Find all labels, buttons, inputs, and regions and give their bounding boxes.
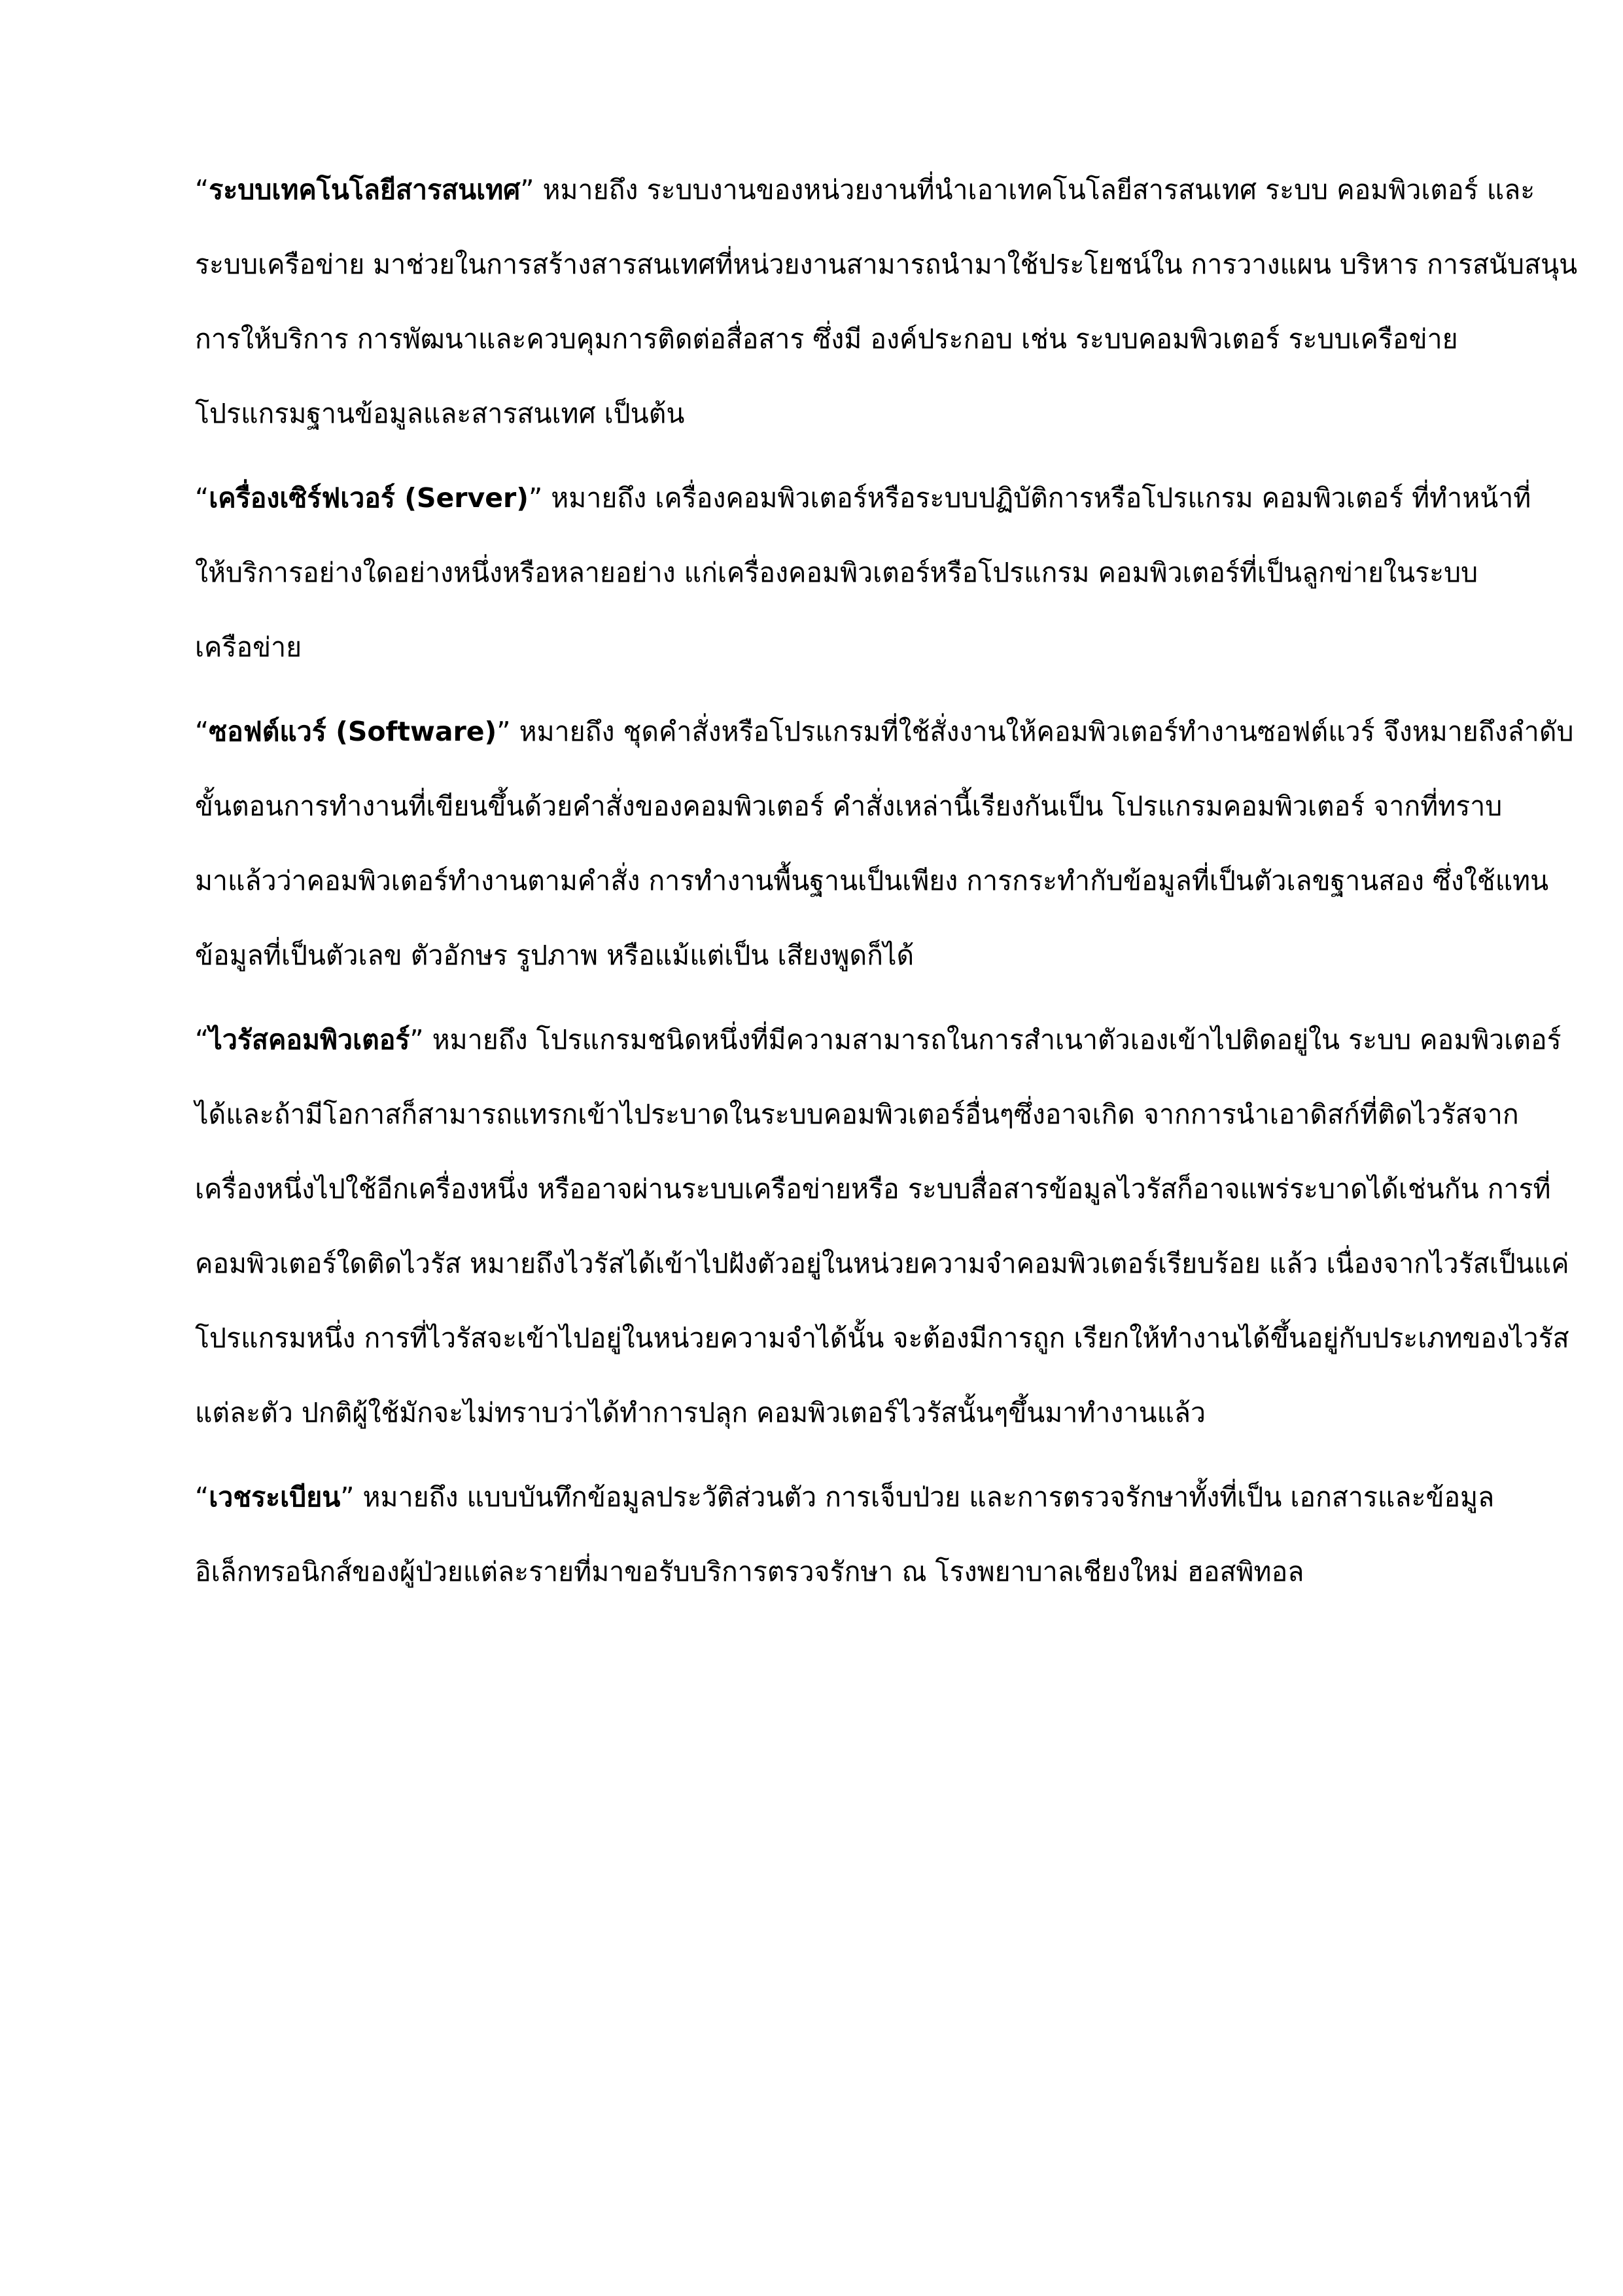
- definition-term: ไวรัสคอมพิวเตอร์: [209, 1024, 410, 1055]
- definition-line: การให้บริการ การพัฒนาและควบคุมการติดต่อสื่อสาร ซึ่งมี องค์ประกอบ เช่น ระบบคอมพิวเตอร์ ระบบเครือข่าย: [195, 323, 1458, 355]
- definition-line: เครื่องหนึ่งไปใช้อีกเครื่องหนึ่ง หรืออาจผ่านระบบเครือข่ายหรือ ระบบสื่อสารข้อมูลไวรัสก็อาจแพร่ระบาดได้เช่นกัน การที่: [195, 1173, 1551, 1205]
- definition-line: มาแล้วว่าคอมพิวเตอร์ทำงานตามคำสั่ง การทำงานพื้นฐานเป็นเพียง การกระทำกับข้อมูลที่เป็นตัวเลขฐานสอง ซึ่งใช้แทน: [195, 865, 1549, 896]
- definition-line: โปรแกรมหนึ่ง การที่ไวรัสจะเข้าไปอยู่ในหน่วยความจำได้นั้น จะต้องมีการถูก เรียกให้ทำงานได้ขึ้นอยู่กับประเภทของไวรัส: [195, 1322, 1569, 1354]
- definition-term: เวชระเบียน: [209, 1481, 341, 1513]
- definition-line: หมายถึง โปรแกรมชนิดหนึ่งที่มีความสามารถในการสำเนาตัวเองเข้าไปติดอยู่ใน ระบบ คอมพิวเตอร์: [432, 1024, 1562, 1055]
- definition-line: หมายถึง แบบบันทึกข้อมูลประวัติส่วนตัว การเจ็บป่วย และการตรวจรักษาทั้งที่เป็น เอกสารและข้อมูล: [362, 1481, 1495, 1513]
- definition-line: หมายถึง ระบบงานของหน่วยงานที่นำเอาเทคโนโลยีสารสนเทศ ระบบ คอมพิวเตอร์ และ: [542, 174, 1535, 205]
- definition-server: “เครื่องเซิร์ฟเวอร์ (Server)” หมายถึง เครื่องคอมพิวเตอร์หรือระบบปฏิบัติการหรือโปรแกรม คอมพิวเตอร์ ที่ทำหน้าที่ ให้บริการอย่างใดอย่างหนึ่งหรือหลายอย่าง แก่เครื่องคอมพิวเตอร์หรือโปรแกรม คอมพิวเตอร์ที่เป็นลูกข่ายในระบบ เครือข่าย: [195, 482, 1531, 663]
- definition-medical-record: “เวชระเบียน” หมายถึง แบบบันทึกข้อมูลประวัติส่วนตัว การเจ็บป่วย และการตรวจรักษาทั้งที่เป็น เอกสารและข้อมูล อิเล็กทรอนิกส์ของผู้ป่วยแต่ละรายที่มาขอรับบริการตรวจรักษา ณ โรงพยาบาลเชียงใหม่ ฮอสพิทอล: [195, 1481, 1495, 1587]
- definition-line: เครือข่าย: [195, 631, 302, 663]
- definition-it-system: “ระบบเทคโนโลยีสารสนเทศ” หมายถึง ระบบงานของหน่วยงานที่นำเอาเทคโนโลยีสารสนเทศ ระบบ คอมพิวเตอร์ และ ระบบเครือข่าย มาช่วยในการสร้างสารสนเทศที่หน่วยงานสามารถนำมาใช้ประโยชน์ใน การวางแผน บริหาร การสนับสนุน การให้บริการ การพัฒนาและควบคุมการติดต่อสื่อสาร ซึ่งมี องค์ประกอบ เช่น ระบบคอมพิวเตอร์ ระบบเครือข่าย โปรแกรมฐานข้อมูลและสารสนเทศ เป็นต้น: [195, 174, 1578, 429]
- definition-line: หมายถึง เครื่องคอมพิวเตอร์หรือระบบปฏิบัติการหรือโปรแกรม คอมพิวเตอร์ ที่ทำหน้าที่: [551, 482, 1531, 514]
- definition-term: เครื่องเซิร์ฟเวอร์ (Server): [209, 482, 529, 514]
- definitions-body: [195, 152, 1582, 1619]
- definition-line: โปรแกรมฐานข้อมูลและสารสนเทศ เป็นต้น: [195, 398, 685, 429]
- definition-line: ระบบเครือข่าย มาช่วยในการสร้างสารสนเทศที่หน่วยงานสามารถนำมาใช้ประโยชน์ใน การวางแผน บริหาร การสนับสนุน: [195, 249, 1578, 280]
- definition-term: ระบบเทคโนโลยีสารสนเทศ: [209, 174, 521, 205]
- definition-line: อิเล็กทรอนิกส์ของผู้ป่วยแต่ละรายที่มาขอรับบริการตรวจรักษา ณ โรงพยาบาลเชียงใหม่ ฮอสพิทอล: [195, 1556, 1304, 1587]
- definition-line: ให้บริการอย่างใดอย่างหนึ่งหรือหลายอย่าง แก่เครื่องคอมพิวเตอร์หรือโปรแกรม คอมพิวเตอร์ที่เป็นลูกข่ายในระบบ: [195, 557, 1478, 588]
- definition-line: ขั้นตอนการทำงานที่เขียนขึ้นด้วยคำสั่งของคอมพิวเตอร์ คำสั่งเหล่านี้เรียงกันเป็น โปรแกรมคอมพิวเตอร์ จากที่ทราบ: [195, 790, 1503, 822]
- definition-software: “ซอฟต์แวร์ (Software)” หมายถึง ชุดคำสั่งหรือโปรแกรมที่ใช้สั่งงานให้คอมพิวเตอร์ทำงานซอฟต์แวร์ จึงหมายถึงลำดับ ขั้นตอนการทำงานที่เขียนขึ้นด้วยคำสั่งของคอมพิวเตอร์ คำสั่งเหล่านี้เรียงกันเป็น โปรแกรมคอมพิวเตอร์ จากที่ทราบ มาแล้วว่าคอมพิวเตอร์ทำงานตามคำสั่ง การทำงานพื้นฐานเป็นเพียง การกระทำกับข้อมูลที่เป็นตัวเลขฐานสอง ซึ่งใช้แทน ข้อมูลที่เป็นตัวเลข ตัวอักษร รูปภาพ หรือแม้แต่เป็น เสียงพูดก็ได้: [195, 716, 1574, 971]
- definition-term: ซอฟต์แวร์ (Software): [209, 716, 497, 747]
- definition-line: ได้และถ้ามีโอกาสก็สามารถแทรกเข้าไประบาดในระบบคอมพิวเตอร์อื่นๆซึ่งอาจเกิด จากการนำเอาดิสก์ที่ติดไวรัสจาก: [195, 1099, 1519, 1130]
- definition-line: หมายถึง ชุดคำสั่งหรือโปรแกรมที่ใช้สั่งงานให้คอมพิวเตอร์ทำงานซอฟต์แวร์ จึงหมายถึงลำดับ: [519, 716, 1574, 747]
- definition-line: ข้อมูลที่เป็นตัวเลข ตัวอักษร รูปภาพ หรือแม้แต่เป็น เสียงพูดก็ได้: [195, 940, 915, 971]
- definition-line: แต่ละตัว ปกติผู้ใช้มักจะไม่ทราบว่าได้ทำการปลุก คอมพิวเตอร์ไวรัสนั้นๆขึ้นมาทำงานแล้ว: [195, 1397, 1206, 1428]
- definition-line: คอมพิวเตอร์ใดติดไวรัส หมายถึงไวรัสได้เข้าไปฝังตัวอยู่ในหน่วยความจำคอมพิวเตอร์เรียบร้อย แล้ว เนื่องจากไวรัสเป็นแค่: [195, 1248, 1569, 1279]
- definition-computer-virus: “ไวรัสคอมพิวเตอร์” หมายถึง โปรแกรมชนิดหนึ่งที่มีความสามารถในการสำเนาตัวเองเข้าไปติดอยู่ใน ระบบ คอมพิวเตอร์ ได้และถ้ามีโอกาสก็สามารถแทรกเข้าไประบาดในระบบคอมพิวเตอร์อื่นๆซึ่งอาจเกิด จากการนำเอาดิสก์ที่ติดไวรัสจาก เครื่องหนึ่งไปใช้อีกเครื่องหนึ่ง หรืออาจผ่านระบบเครือข่ายหรือ ระบบสื่อสารข้อมูลไวรัสก็อาจแพร่ระบาดได้เช่นกัน การที่ คอมพิวเตอร์ใดติดไวรัส หมายถึงไวรัสได้เข้าไปฝังตัวอยู่ในหน่วยความจำคอมพิวเตอร์เรียบร้อย แล้ว เนื่องจากไวรัสเป็นแค่ โปรแกรมหนึ่ง การที่ไวรัสจะเข้าไปอยู่ในหน่วยความจำได้นั้น จะต้องมีการถูก เรียกให้ทำงานได้ขึ้นอยู่กับประเภทของไวรัส แต่ละตัว ปกติผู้ใช้มักจะไม่ทราบว่าได้ทำการปลุก คอมพิวเตอร์ไวรัสนั้นๆขึ้นมาทำงานแล้ว: [195, 1024, 1569, 1428]
